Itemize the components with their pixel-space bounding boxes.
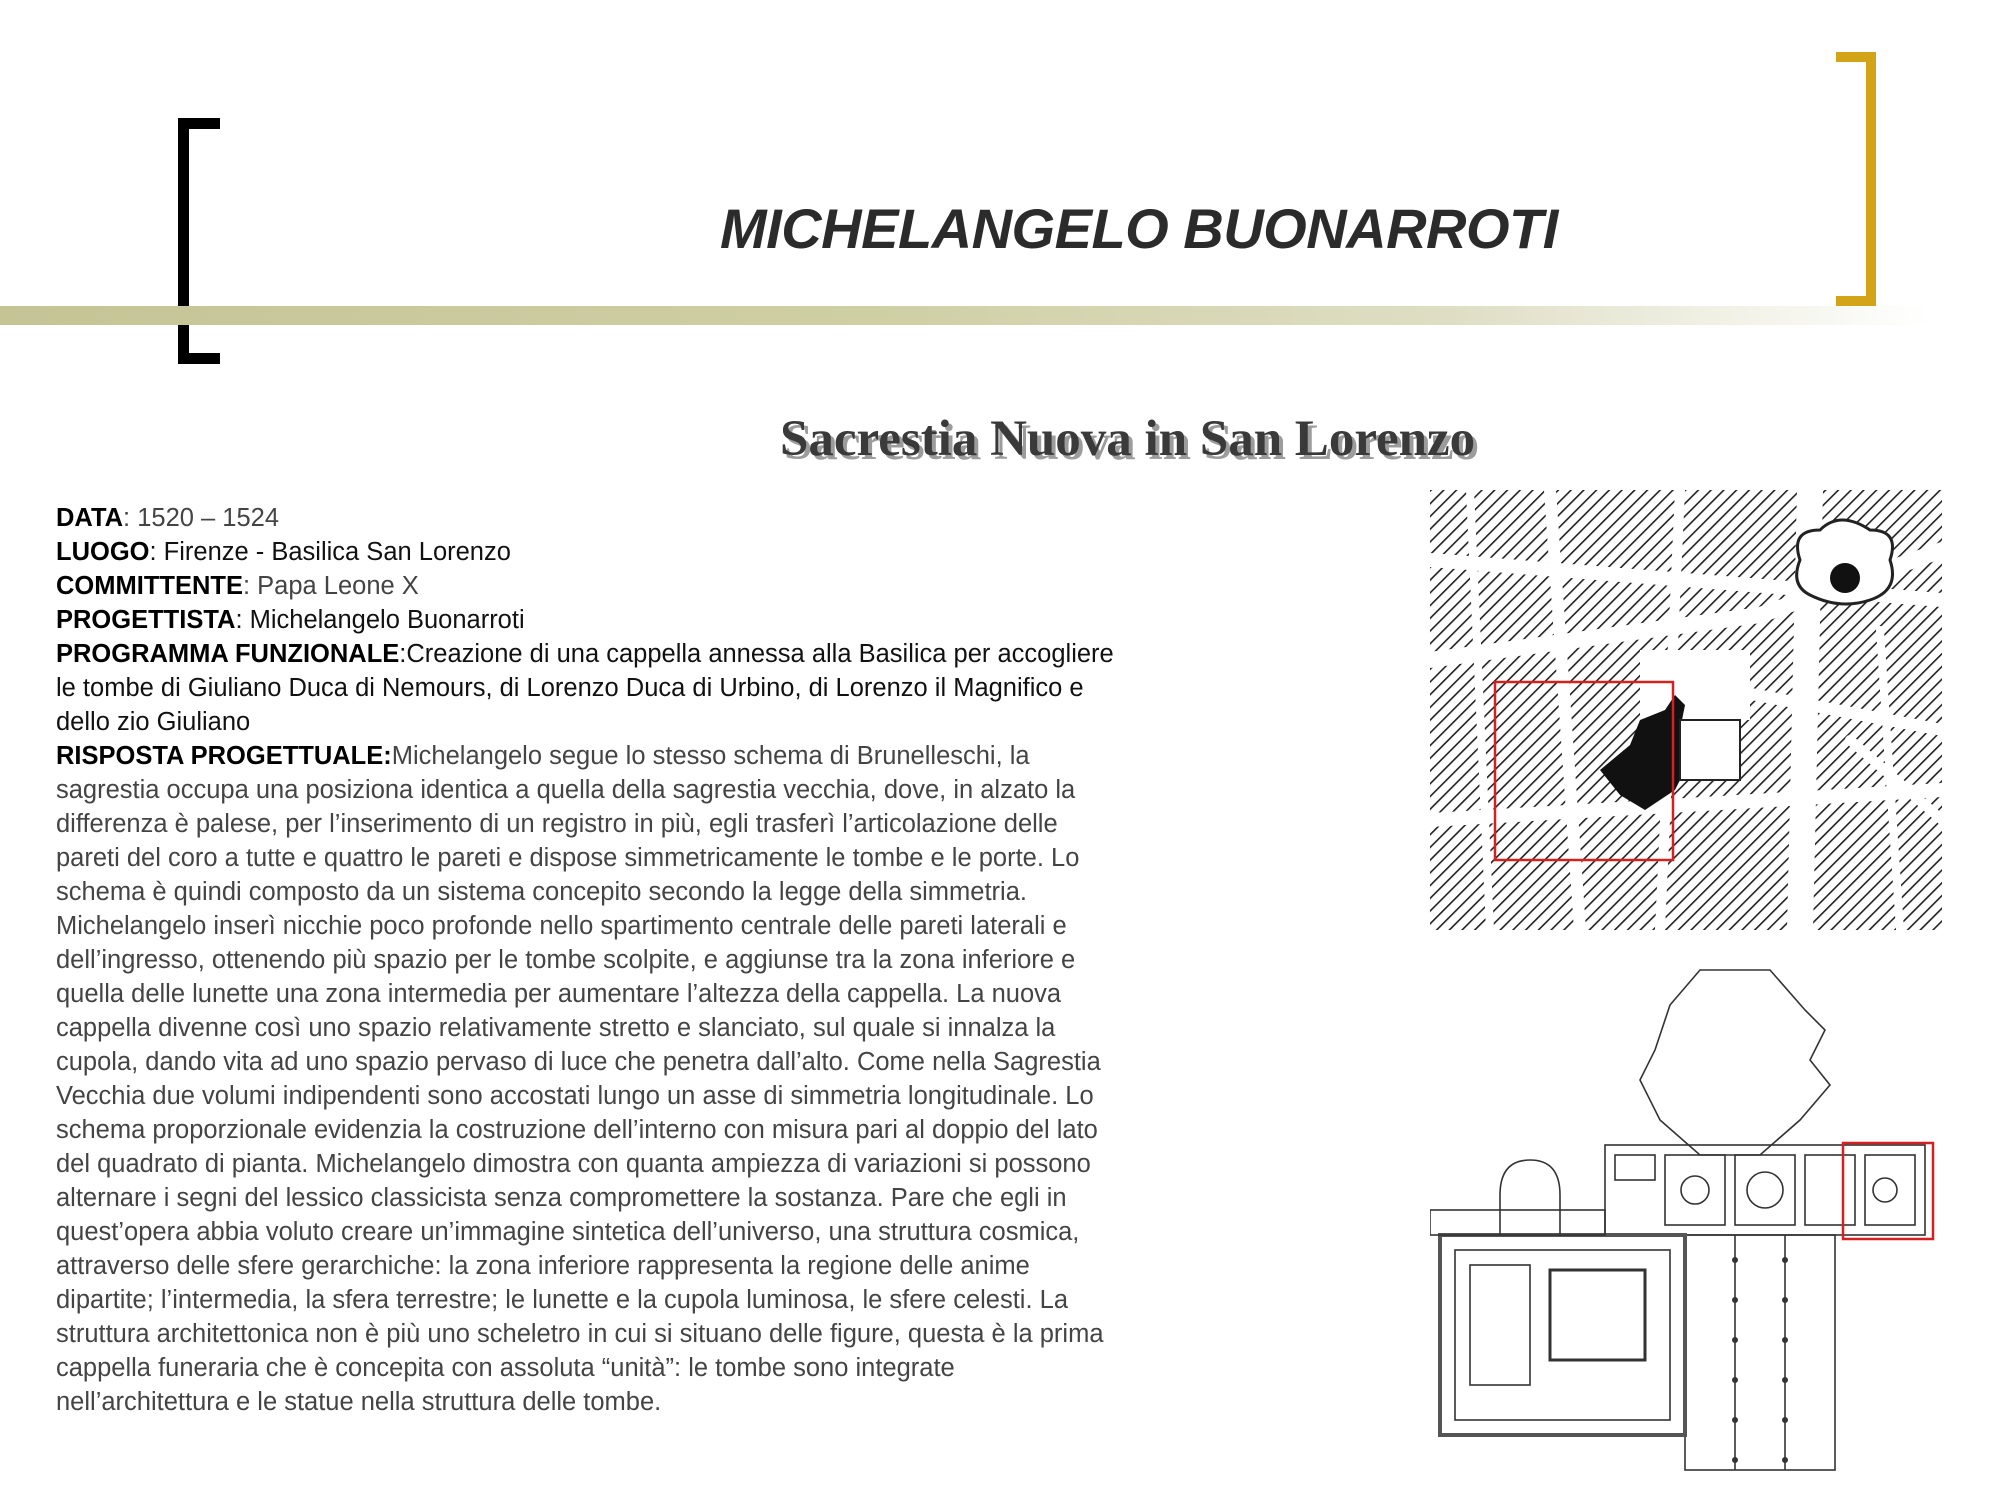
plan-nave [1685, 1235, 1835, 1470]
plan-transept [1605, 1145, 1925, 1235]
info-programma-value: :Creazione di una cappella annessa alla Basilica per accogliere le tombe di Giuliano Duca di Nemours, di Lorenzo Duca di Urbino, di Lorenzo il Magnifico e dello zio Giuliano [56, 640, 1114, 736]
plan-octagon-chapel [1640, 970, 1830, 1155]
info-risposta [56, 739, 1116, 1419]
info-programma [56, 637, 1116, 739]
map-dome-center [1830, 563, 1860, 593]
info-data [56, 501, 1116, 535]
page-subtitle: Sacrestia Nuova in San Lorenzo [780, 411, 1476, 467]
map-cloister [1680, 720, 1740, 780]
floor-plan-image [1430, 960, 1942, 1480]
info-risposta-value: Michelangelo segue lo stesso schema di Brunelleschi, la sagrestia occupa una posiziona identica a quella della sagrestia vecchia, dove, in alzato la differenza è palese, per l’inserimento di un registro in più, egli trasferì l’articolazione delle pareti del coro a tutte e quattro le pareti e dispose simmetricamente le tombe e le porte. Lo schema è quindi composto da un sistema concepito secondo la legge della simmetria. Michelangelo inserì nicchie poco profonde nello spartimento centrale delle pareti laterali e dell’ingresso, ottenendo più spazio per le tombe scolpite, e aggiunse tra la zona inferiore e quella delle lunette una zona intermedia per aumentare l’altezza della cappella. La nuova cappella divenne così uno spazio relativamente stretto e slanciato, sul quale si innalza la cupola, dando vita ad uno spazio pervaso di luce che penetra dall’alto. Come nella Sagrestia Vecchia due volumi indipendenti sono accostati lungo un asse di simmetria longitudinale. Lo schema proporzionale evidenzia la costruzione dell’interno con misura pari al doppio del lato del quadrato di pianta. Michelangelo dimostra con quanta ampiezza di variazioni si possono alternare i segni del lessico classicista senza compromettere la sostanza. Pare che egli in quest’opera abbia voluto creare un’immagine sintetica dell’universo, una struttura cosmica, attraverso delle sfere gerarchiche: la zona inferiore rappresenta la regione delle anime dipartite; l’intermedia, la sfera terrestre; le lunette e la cupola luminosa, le sfere celesti. La struttura architettonica non è più uno scheletro in cui si situano delle figure, questa è la prima cappella funeraria che è concepita con assoluta “unità”: le tombe sono integrate nell’architettura e le statue nella struttura delle tombe. [56, 742, 1104, 1416]
info-luogo-value: : Firenze - Basilica San Lorenzo [149, 538, 511, 566]
info-progettista-label: PROGETTISTA [56, 606, 236, 634]
page-title: MICHELANGELO BUONARROTI [720, 197, 1558, 260]
info-programma-label: PROGRAMMA FUNZIONALE [56, 640, 400, 668]
info-risposta-label: RISPOSTA PROGETTUALE: [56, 742, 392, 770]
info-committente [56, 569, 1116, 603]
map-piazza [1640, 650, 1750, 720]
info-data-value: : 1520 – 1524 [123, 504, 280, 532]
info-block [56, 501, 1116, 1419]
plan-round-building [1500, 1160, 1560, 1235]
info-luogo-label: LUOGO [56, 538, 150, 566]
info-committente-value: : Papa Leone X [242, 572, 419, 600]
info-progettista [56, 603, 1116, 637]
info-data-label: DATA [56, 504, 124, 532]
info-luogo [56, 535, 1116, 569]
city-map-image [1430, 490, 1942, 930]
info-progettista-value: : Michelangelo Buonarroti [235, 606, 525, 634]
right-bracket-decoration [1836, 52, 1876, 306]
header-rule [0, 306, 1930, 325]
left-bracket-decoration [178, 118, 220, 364]
info-committente-label: COMMITTENTE [56, 572, 243, 600]
